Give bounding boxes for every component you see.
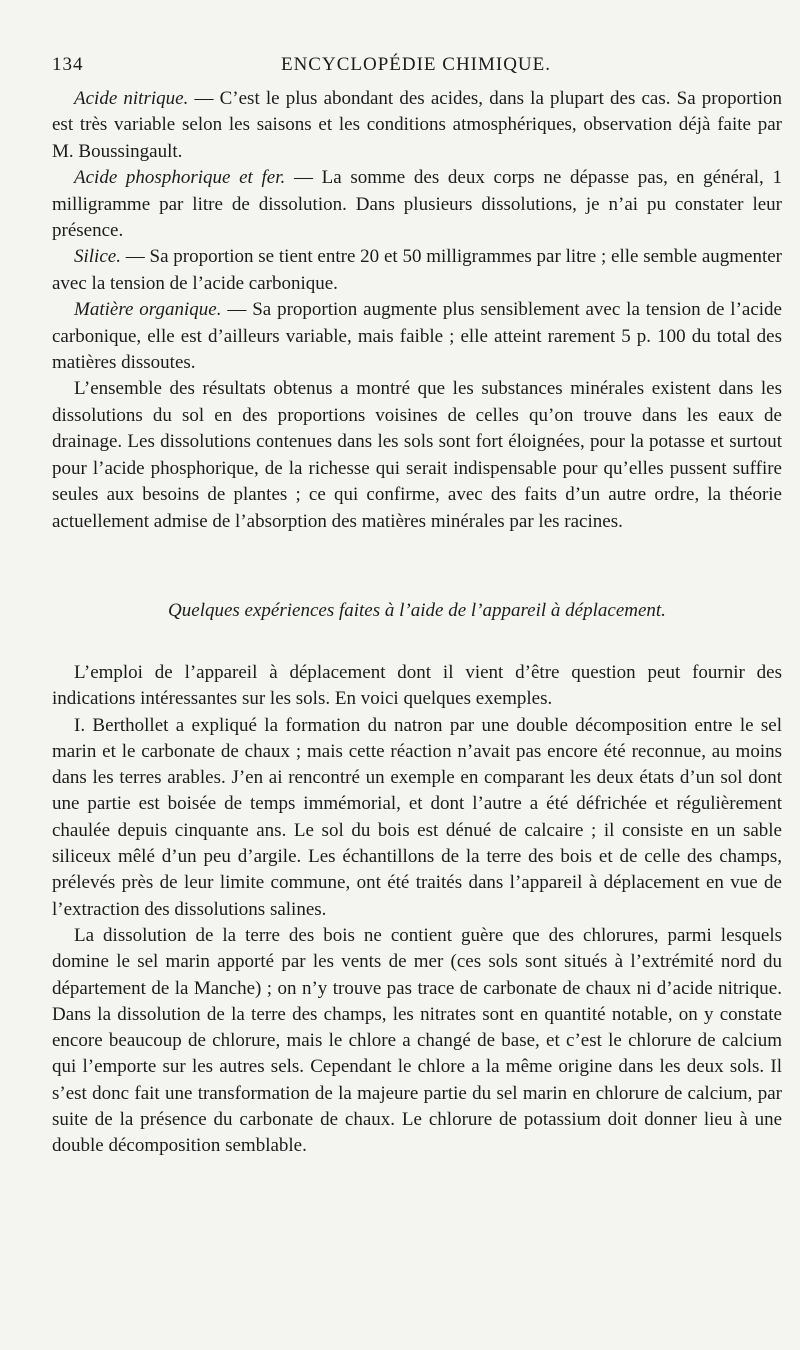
paragraph <box>52 297 782 376</box>
paragraph-lead: Acide nitrique. <box>74 88 189 109</box>
body-text-top <box>52 86 782 535</box>
running-header <box>52 54 780 78</box>
page-number: 134 <box>52 54 84 75</box>
paragraph-text: — C’est le plus abondant des acides, dans la plupart des cas. Sa proportion est très variable selon les saisons et les conditions atmosphériques, observation déjà faite par M. Boussingault. <box>52 88 783 162</box>
paragraph-text: L’ensemble des résultats obtenus a montré que les substances minérales existent dans les dissolutions du sol en des proportions voisines de celles qu’on trouve dans les eaux de drainage. Les dissolutions contenues dans les sols sont fort éloignées, pour la potasse et surtout pour l’acide phosphorique, de la richesse qui serait indispensable pour qu’elles pussent suffire seules aux besoins de plantes ; ce qui confirme, avec des faits d’un autre ordre, la théorie actuellement admise de l’absorption des matières minérales par les racines. <box>52 378 782 532</box>
paragraph: La dissolution de la terre des bois ne contient guère que des chlorures, parmi lesquels domine le sel marin apporté par les vents de mer (ces sols sont situés à l’extrémité nord du département de la Manche) ; on n’y trouve pas trace de carbonate de chaux ni d’acide nitrique. Dans la dissolution de la terre des champs, les nitrates sont en quantité notable, on y constate encore beaucoup de chlorure, mais le chlore a changé de base, et c’est le chlorure de calcium qui l’emporte sur les autres sels. Cependant le chlore a la même origine dans les deux sols. Il s’est donc fait une transformation de la majeure partie du sel marin en chlorure de calcium, par suite de la présence du carbonate de chaux. Le chlorure de potassium doit donner lieu à une double décomposition semblable. <box>52 924 782 1157</box>
paragraph <box>52 376 782 534</box>
body-text-bottom <box>52 660 782 1160</box>
paragraph <box>52 86 782 165</box>
paragraph-text: — La somme des deux corps ne dépasse pas, en général, 1 milligramme par litre de dissolution. Dans plusieurs dissolutions, je n’ai pu constater leur présence. <box>52 167 782 242</box>
section-title: Quelques expériences faites à l’aide de l’appareil à déplacement. <box>168 600 666 621</box>
paragraph-lead: Silice. <box>74 246 121 268</box>
paragraph <box>52 165 782 244</box>
running-title: ENCYCLOPÉDIE CHIMIQUE. <box>280 54 552 75</box>
paragraph-text: — Sa proportion se tient entre 20 et 50 milligrammes par litre ; elle semble augmenter avec la tension de l’acide carbonique. <box>52 246 782 294</box>
paragraph: L’emploi de l’appareil à déplacement dont il vient d’être question peut fournir des indications intéressantes sur les sols. En voici quelques exemples. <box>52 662 782 710</box>
paragraph: I. Berthollet a expliqué la formation du natron par une double décomposition entre le sel marin et le carbonate de chaux ; mais cette réaction n’avait pas encore été reconnue, au moins dans les terres arables. J’en ai rencontré un exemple en comparant les deux états d’un sol dont une partie est boisée de temps immémorial, et dont l’autre a été défrichée et régulièrement chaulée depuis cinquante ans. Le sol du bois est dénué de calcaire ; il consiste en un sable siliceux mêlé d’un peu d’argile. Les échantillons de la terre des bois et de celle des champs, prélevés près de leur limite commune, ont été traités dans l’appareil à déplacement en vue de l’extraction des dissolutions salines. <box>52 714 782 920</box>
paragraph <box>52 244 782 297</box>
paragraph-lead: Acide phosphorique et fer. <box>74 167 286 189</box>
paragraph-lead: Matière organique. <box>74 299 222 321</box>
paragraph-text: — Sa proportion augmente plus sensiblement avec la tension de l’acide carbonique, elle est d’ailleurs variable, mais faible ; elle atteint rarement 5 p. 100 du total des matières dissoutes. <box>52 299 782 374</box>
